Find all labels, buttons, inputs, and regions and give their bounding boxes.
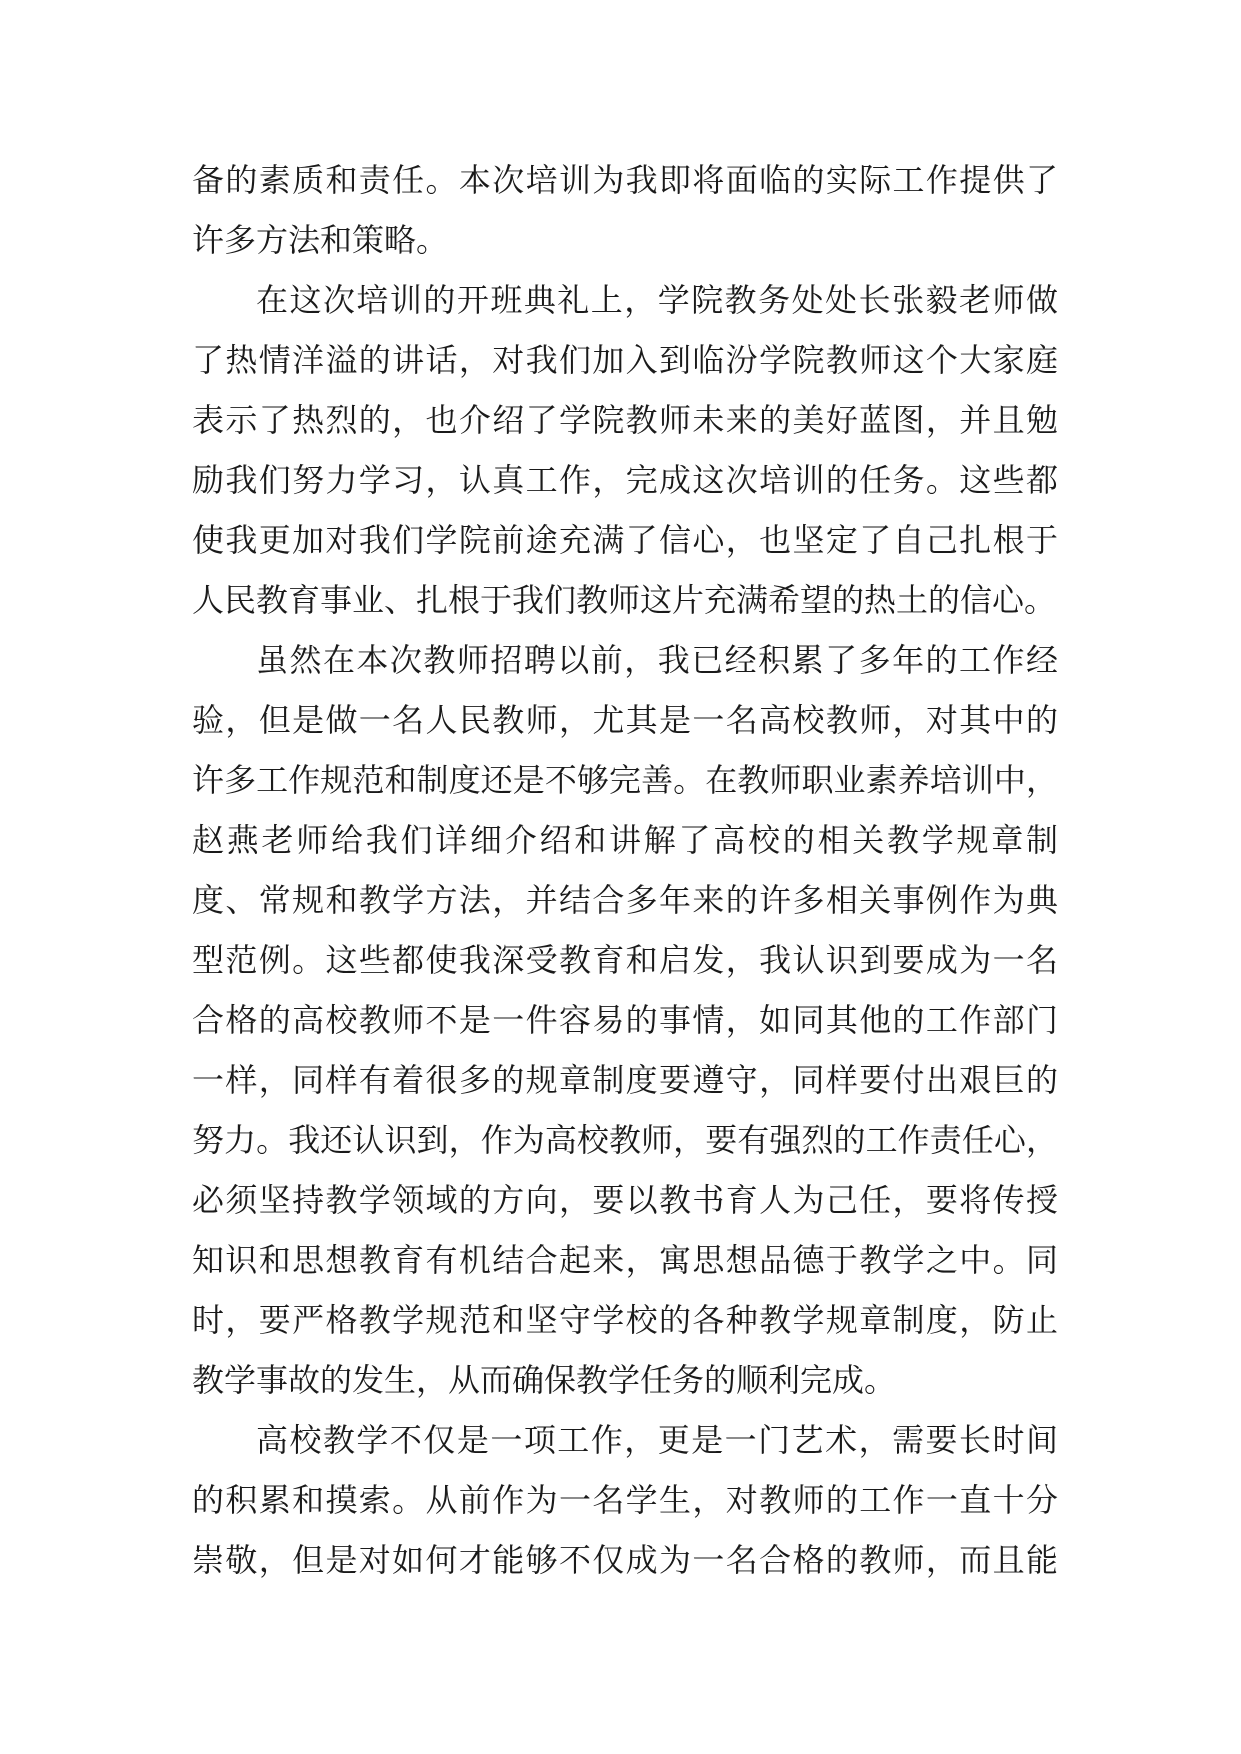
text-line: 崇敬，但是对如何才能够不仅成为一名合格的教师，而且能 (192, 1541, 1058, 1579)
text-line: 高校教学不仅是一项工作，更是一门艺术，需要长时间 (256, 1421, 1058, 1459)
text-line: 许多工作规范和制度还是不够完善。在教师职业素养培训中， (192, 761, 1058, 799)
text-line: 型范例。这些都使我深受教育和启发，我认识到要成为一名 (192, 941, 1058, 979)
text-line: 赵燕老师给我们详细介绍和讲解了高校的相关教学规章制 (192, 821, 1058, 859)
text-line: 许多方法和策略。 (192, 221, 449, 259)
paragraph (192, 150, 1058, 270)
paragraph (192, 630, 1058, 1410)
text-line: 一样，同样有着很多的规章制度要遵守，同样要付出艰巨的 (192, 1061, 1058, 1099)
paragraph (192, 270, 1058, 630)
text-line: 知识和思想教育有机结合起来，寓思想品德于教学之中。同 (192, 1241, 1058, 1279)
text-line: 时，要严格教学规范和坚守学校的各种教学规章制度，防止 (192, 1301, 1058, 1339)
text-line: 度、常规和教学方法，并结合多年来的许多相关事例作为典 (192, 881, 1058, 919)
text-line: 了热情洋溢的讲话，对我们加入到临汾学院教师这个大家庭 (192, 341, 1058, 379)
text-line: 努力。我还认识到，作为高校教师，要有强烈的工作责任心， (192, 1121, 1058, 1159)
text-line: 在这次培训的开班典礼上，学院教务处处长张毅老师做 (256, 281, 1058, 319)
text-line: 的积累和摸索。从前作为一名学生，对教师的工作一直十分 (192, 1481, 1058, 1519)
text-line: 教学事故的发生，从而确保教学任务的顺利完成。 (192, 1361, 897, 1399)
text-line: 验，但是做一名人民教师，尤其是一名高校教师，对其中的 (192, 701, 1058, 739)
text-line: 必须坚持教学领域的方向，要以教书育人为己任，要将传授 (192, 1181, 1058, 1219)
text-line: 虽然在本次教师招聘以前，我已经积累了多年的工作经 (256, 641, 1058, 679)
document-body (192, 150, 1058, 1590)
text-line: 人民教育事业、扎根于我们教师这片充满希望的热土的信心。 (192, 581, 1057, 619)
text-line: 表示了热烈的，也介绍了学院教师未来的美好蓝图，并且勉 (192, 401, 1058, 439)
text-line: 备的素质和责任。本次培训为我即将面临的实际工作提供了 (192, 161, 1058, 199)
text-line: 合格的高校教师不是一件容易的事情，如同其他的工作部门 (192, 1001, 1058, 1039)
text-line: 使我更加对我们学院前途充满了信心，也坚定了自己扎根于 (192, 521, 1058, 559)
text-line: 励我们努力学习，认真工作，完成这次培训的任务。这些都 (192, 461, 1058, 499)
paragraph (192, 1410, 1058, 1590)
